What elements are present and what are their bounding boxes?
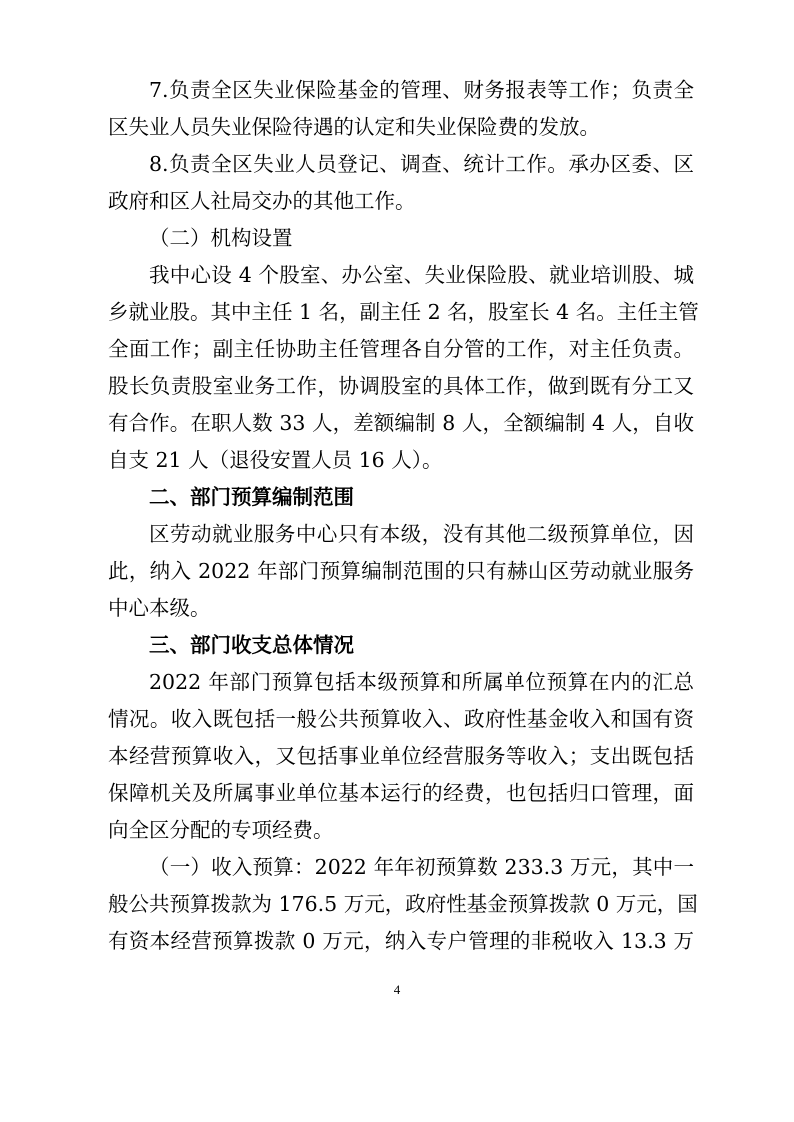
text-line: 般公共预算拨款为 176.5 万元，政府性基金预算拨款 0 万元，国 <box>108 892 698 916</box>
text-line: 此，纳入 2022 年部门预算编制范围的只有赫山区劳动就业服务 <box>108 559 694 583</box>
text-line: 有资本经营预算拨款 0 万元，纳入专户管理的非税收入 13.3 万 <box>108 929 694 953</box>
text-line: 区失业人员失业保险待遇的认定和失业保险费的发放。 <box>108 115 600 139</box>
text-line: 全面工作；副主任协助主任管理各自分管的工作，对主任负责。 <box>108 337 694 361</box>
section-heading-text: 二、部门预算编制范围 <box>149 485 354 509</box>
text-line: 区劳动就业服务中心只有本级，没有其他二级预算单位，因 <box>149 522 694 546</box>
text-line: 情况。收入既包括一般公共预算收入、政府性基金收入和国有资 <box>108 707 694 731</box>
paragraph-overview <box>108 664 694 849</box>
text-line: 政府和区人社局交办的其他工作。 <box>108 189 416 213</box>
subheading-text: （二）机构设置 <box>149 226 293 250</box>
paragraph-duty-7 <box>108 72 694 146</box>
page-number: 4 <box>393 982 401 997</box>
subheading-organization <box>108 220 694 257</box>
text-line: 向全区分配的专项经费。 <box>108 818 334 842</box>
section-heading-revenue-expenditure <box>108 627 694 664</box>
text-line: 乡就业股。其中主任 1 名，副主任 2 名，股室长 4 名。主任主管 <box>108 300 699 324</box>
paragraph-duty-8 <box>108 146 694 220</box>
text-line: 中心本级。 <box>108 596 211 620</box>
text-line: 7.负责全区失业保险基金的管理、财务报表等工作；负责全 <box>149 78 694 102</box>
paragraph-income-budget <box>108 849 698 960</box>
text-line: 我中心设 4 个股室、办公室、失业保险股、就业培训股、城 <box>149 263 694 287</box>
section-heading-budget-scope <box>108 479 694 516</box>
document-body <box>108 72 699 960</box>
text-line: 本经营预算收入，又包括事业单位经营服务等收入；支出既包括 <box>108 744 694 768</box>
text-line: （一）收入预算：2022 年年初预算数 233.3 万元，其中一 <box>149 855 694 879</box>
section-heading-text: 三、部门收支总体情况 <box>149 633 354 657</box>
text-line: 自支 21 人（退役安置人员 16 人）。 <box>108 448 443 472</box>
text-line: 股长负责股室业务工作，协调股室的具体工作，做到既有分工又 <box>108 374 694 398</box>
text-line: 有合作。在职人数 33 人，差额编制 8 人，全额编制 4 人，自收 <box>108 411 694 435</box>
text-line: 8.负责全区失业人员登记、调查、统计工作。承办区委、区 <box>149 152 694 176</box>
text-line: 保障机关及所属事业单位基本运行的经费，也包括归口管理，面 <box>108 781 694 805</box>
paragraph-budget-scope <box>108 516 694 627</box>
text-line: 2022 年部门预算包括本级预算和所属单位预算在内的汇总 <box>149 670 694 694</box>
paragraph-organization <box>108 257 699 479</box>
